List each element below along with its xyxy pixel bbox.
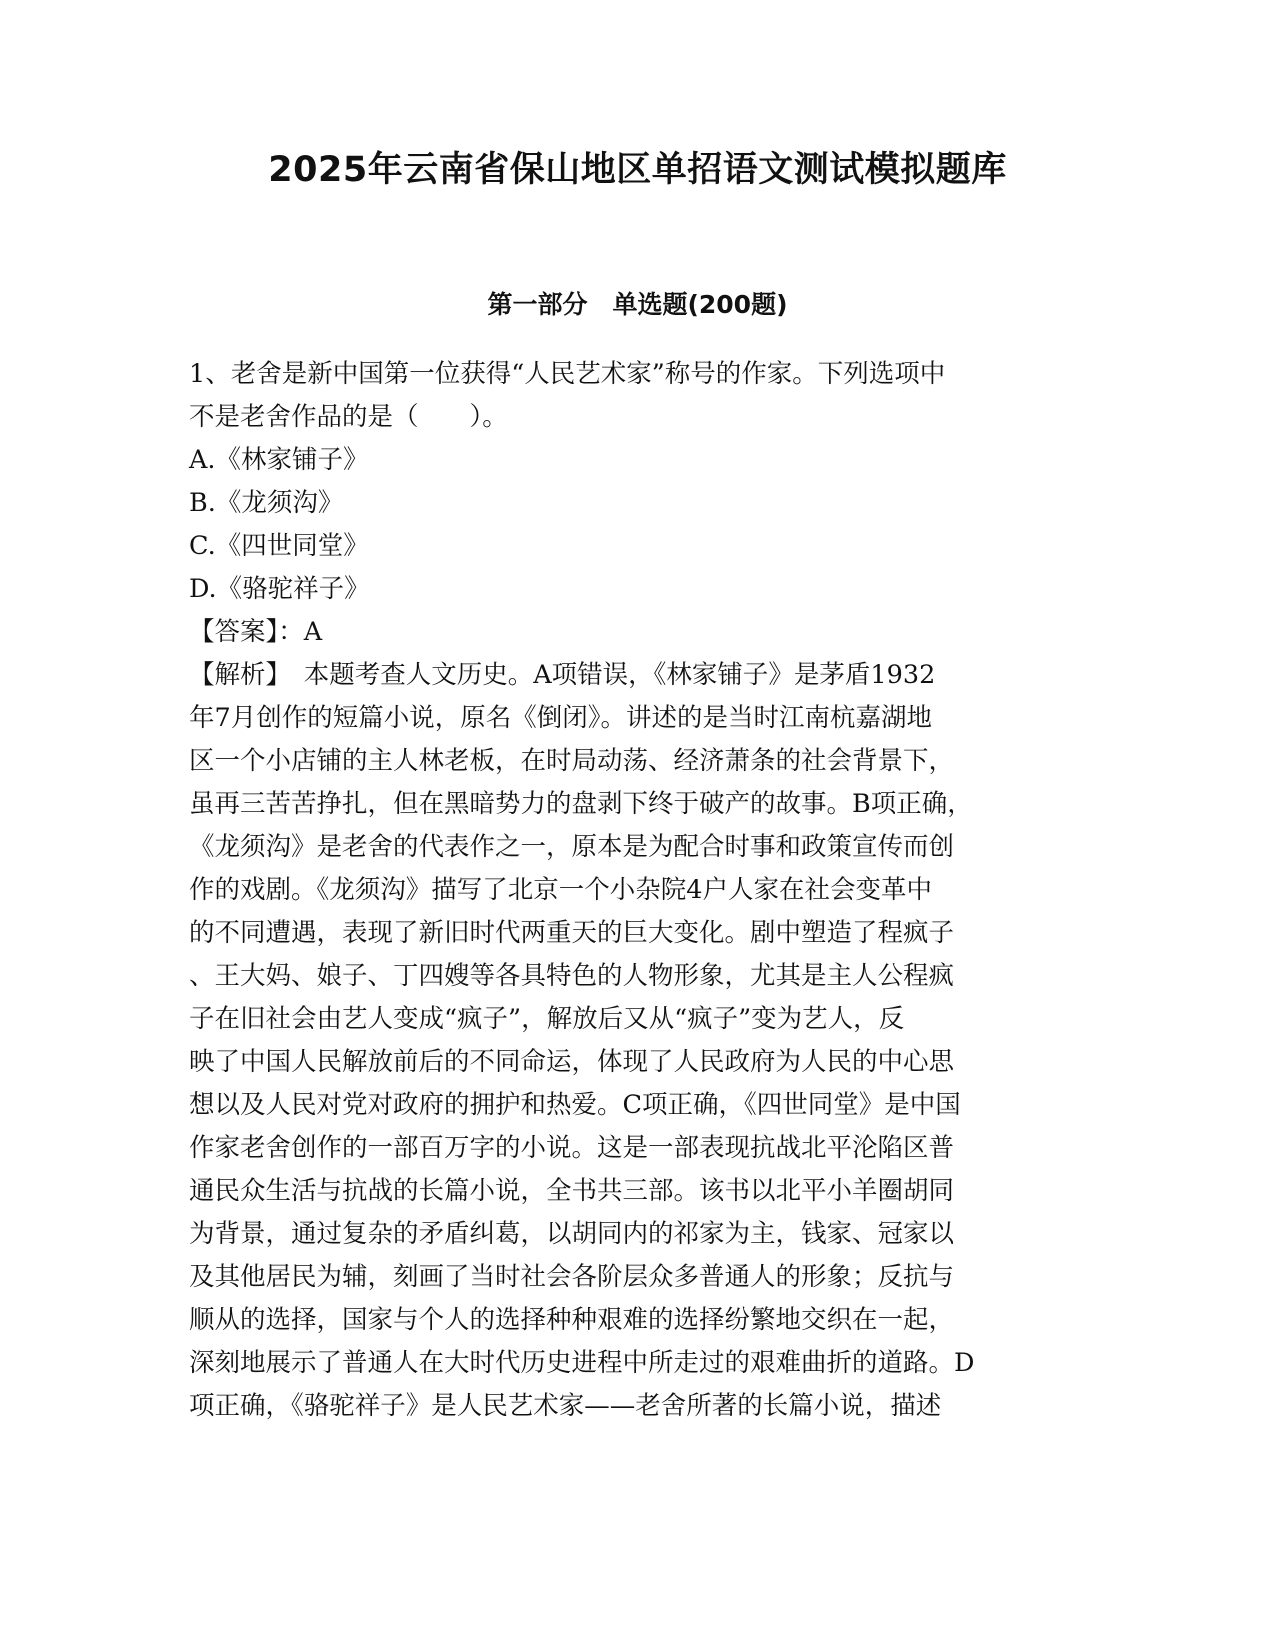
option-c: C.《四世同堂》 <box>189 531 369 561</box>
analysis-line: 年7月创作的短篇小说，原名《倒闭》。讲述的是当时江南杭嘉湖地 <box>189 703 932 733</box>
analysis-line: 子在旧社会由艺人变成“疯子”，解放后又从“疯子”变为艺人，反 <box>189 1004 905 1034</box>
answer-line: 【答案】：A <box>189 617 323 647</box>
analysis-line: 【解析】 本题考查人文历史。A项错误，《林家铺子》是茅盾1932 <box>189 660 936 690</box>
analysis-line: 作的戏剧。《龙须沟》描写了北京一个小杂院4户人家在社会变革中 <box>189 875 932 905</box>
analysis-line: 深刻地展示了普通人在大时代历史进程中所走过的艰难曲折的道路。D <box>189 1348 975 1378</box>
analysis-line: 为背景，通过复杂的矛盾纠葛，以胡同内的祁家为主，钱家、冠家以 <box>189 1219 955 1249</box>
question-body <box>189 353 1086 1428</box>
analysis-line: 《龙须沟》是老舍的代表作之一，原本是为配合时事和政策宣传而创 <box>189 832 955 862</box>
analysis-line: 项正确，《骆驼祥子》是人民艺术家——老舍所著的长篇小说，描述 <box>189 1391 942 1421</box>
analysis-line: 区一个小店铺的主人林老板，在时局动荡、经济萧条的社会背景下， <box>189 746 955 776</box>
analysis-line: 想以及人民对党对政府的拥护和热爱。C项正确，《四世同堂》是中国 <box>189 1090 961 1120</box>
analysis-line: 、王大妈、娘子、丁四嫂等各具特色的人物形象，尤其是主人公程疯 <box>189 961 955 991</box>
analysis-line: 及其他居民为辅，刻画了当时社会各阶层众多普通人的形象；反抗与 <box>189 1262 955 1292</box>
section-title: 第一部分 单选题(200题) <box>487 290 788 319</box>
option-d: D.《骆驼祥子》 <box>189 574 370 604</box>
analysis-line: 的不同遭遇，表现了新旧时代两重天的巨大变化。剧中塑造了程疯子 <box>189 918 955 948</box>
document-title: 2025年云南省保山地区单招语文测试模拟题库 <box>268 150 1007 190</box>
option-b: B.《龙须沟》 <box>189 488 344 518</box>
analysis-line: 作家老舍创作的一部百万字的小说。这是一部表现抗战北平沦陷区普 <box>189 1133 955 1163</box>
analysis-line: 虽再三苦苦挣扎，但在黑暗势力的盘剥下终于破产的故事。B项正确， <box>189 789 973 819</box>
question-stem-line: 不是老舍作品的是（ ）。 <box>189 402 508 432</box>
analysis-line: 顺从的选择，国家与个人的选择种种艰难的选择纷繁地交织在一起， <box>189 1305 955 1335</box>
analysis-line: 通民众生活与抗战的长篇小说，全书共三部。该书以北平小羊圈胡同 <box>189 1176 955 1206</box>
option-a: A.《林家铺子》 <box>189 445 369 475</box>
analysis-line: 映了中国人民解放前后的不同命运，体现了人民政府为人民的中心思 <box>189 1047 955 1077</box>
question-stem-line: 1、老舍是新中国第一位获得“人民艺术家”称号的作家。下列选项中 <box>189 359 946 389</box>
